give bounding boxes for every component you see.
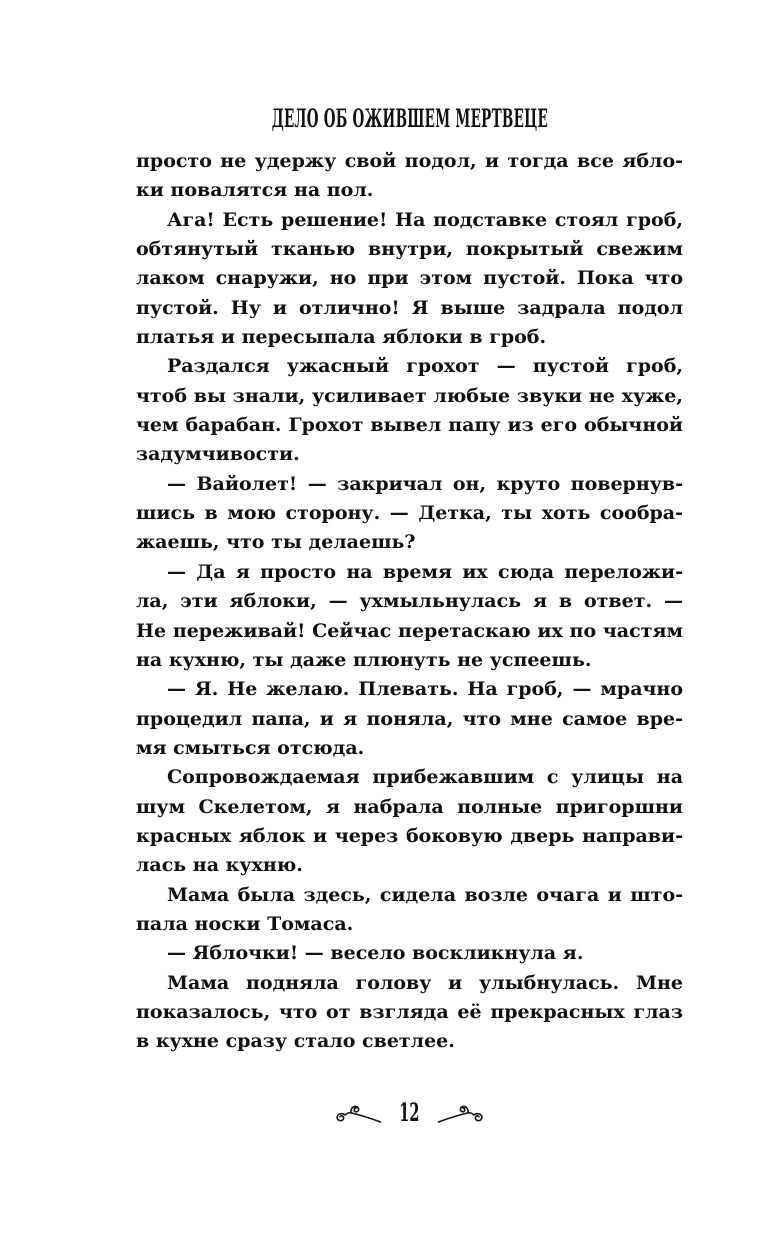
text-line: Сопровождаемая прибежавшим с улицы на bbox=[167, 766, 683, 789]
running-header-text: ДЕЛО ОБ ОЖИВШЕМ МЕРТВЕЦЕ bbox=[271, 104, 548, 133]
text-line: на кухню, ты даже плюнуть не успеешь. bbox=[136, 648, 592, 671]
text-line: процедил папа, и я поняла, что мне самое вре- bbox=[136, 707, 683, 730]
page-footer bbox=[136, 1100, 683, 1126]
text-line: — Я. Не желаю. Плевать. На гроб, — мрачно bbox=[167, 678, 683, 701]
text-line: чтоб вы знали, усиливает любые звуки не хуже, bbox=[136, 384, 683, 407]
swash-flourish-right-icon bbox=[437, 1102, 484, 1124]
text-line: ла, эти яблоки, — ухмыльнулась я в ответ. — bbox=[136, 590, 683, 613]
text-line: лась на кухню. bbox=[136, 854, 303, 877]
text-line: мя смыться отсюда. bbox=[136, 736, 365, 759]
text-line: просто не удержу свой подол, и тогда все ябло- bbox=[136, 150, 683, 172]
text-line: Ага! Есть решение! На подставке стоял гроб, bbox=[167, 208, 683, 231]
text-line: пала носки Томаса. bbox=[136, 912, 354, 935]
text-block bbox=[136, 147, 683, 1057]
text-line: ки повалятся на пол. bbox=[136, 179, 374, 202]
text-line: задумчивости. bbox=[136, 443, 300, 466]
page-number: 12 bbox=[399, 1098, 420, 1127]
text-line: обтянутый тканью внутри, покрытый свежим bbox=[136, 238, 683, 261]
text-line: показалось, что от взгляда её прекрасных глаз bbox=[136, 1000, 683, 1023]
text-line: платья и пересыпала яблоки в гроб. bbox=[136, 326, 547, 349]
text-line: Мама была здесь, сидела возле очага и што- bbox=[167, 883, 683, 906]
text-line: Мама подняла голову и улыбнулась. Мне bbox=[167, 971, 683, 994]
text-line: — Яблочки! — весело воскликнула я. bbox=[167, 942, 584, 965]
swash-flourish-left-icon bbox=[335, 1102, 382, 1124]
text-line: красных яблок и через боковую дверь направи- bbox=[136, 824, 683, 847]
text-line: — Вайолет! — закричал он, круто повернув- bbox=[167, 472, 683, 495]
text-line: лаком снаружи, но при этом пустой. Пока что bbox=[136, 267, 683, 290]
text-line: Не переживай! Сейчас перетаскаю их по частям bbox=[136, 619, 683, 642]
text-line: — Да я просто на время их сюда переложи- bbox=[167, 560, 683, 583]
text-line: в кухне сразу стало светлее. bbox=[136, 1030, 455, 1053]
text-line: Раздался ужасный грохот — пустой гроб, bbox=[167, 355, 683, 378]
text-line: жаешь, что ты делаешь? bbox=[136, 531, 416, 554]
running-header bbox=[136, 104, 683, 133]
text-line: шись в мою сторону. — Детка, ты хоть сообра- bbox=[136, 502, 683, 525]
text-line: шум Скелетом, я набрала полные пригоршни bbox=[136, 795, 683, 818]
text-line: пустой. Ну и отлично! Я выше задрала подол bbox=[136, 296, 683, 319]
text-line: чем барабан. Грохот вывел папу из его обычной bbox=[136, 414, 683, 437]
